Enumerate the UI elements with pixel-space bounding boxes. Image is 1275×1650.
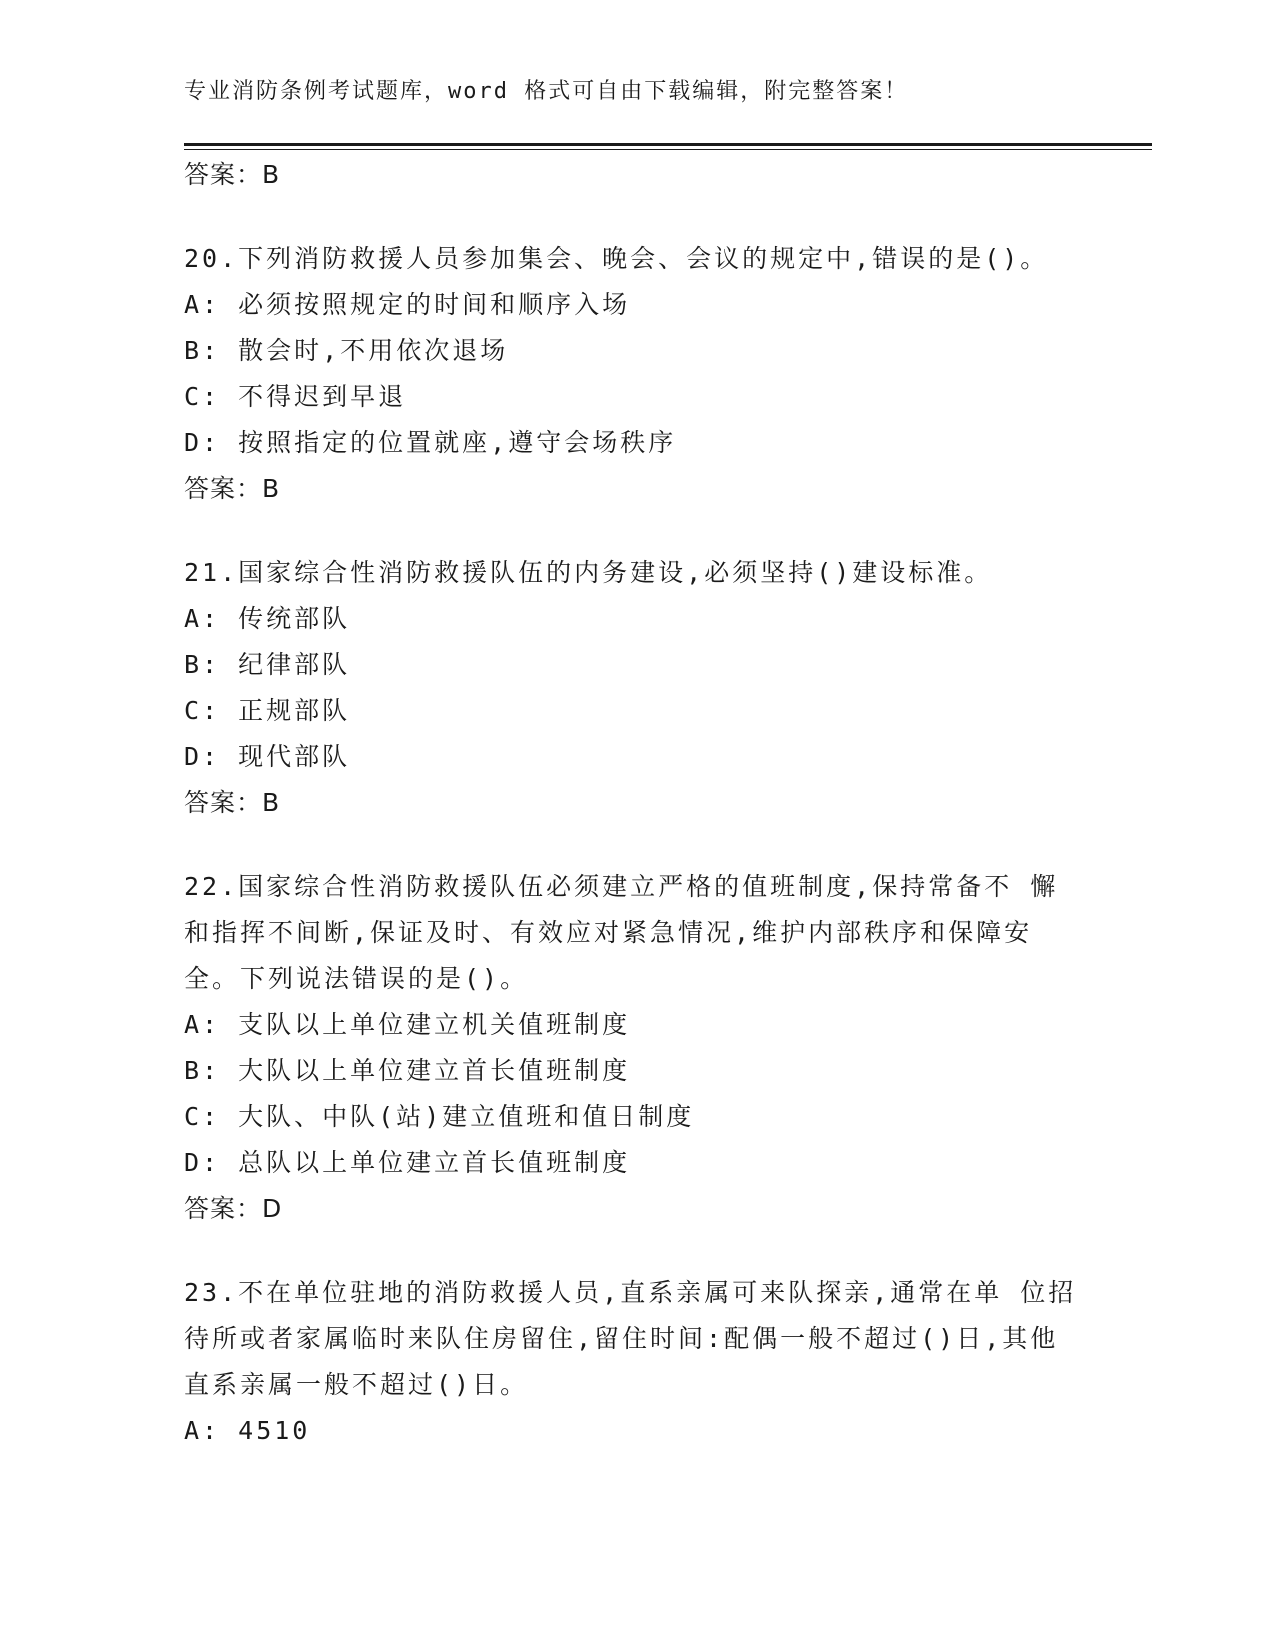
option-a: A: 支队以上单位建立机关值班制度 (184, 1010, 631, 1039)
option-a: A: 必须按照规定的时间和顺序入场 (184, 290, 631, 319)
option-c: C: 大队、中队(站)建立值班和值日制度 (184, 1102, 695, 1131)
option-b: B: 大队以上单位建立首长值班制度 (184, 1056, 631, 1085)
answer-line: 答案：B (184, 160, 281, 189)
option-d: D: 总队以上单位建立首长值班制度 (184, 1148, 631, 1177)
answer-line: 答案：B (184, 788, 281, 817)
option-b: B: 纪律部队 (184, 650, 351, 679)
question-stem: 21.国家综合性消防救援队伍的内务建设,必须坚持()建设标准。 (184, 558, 993, 587)
header-rule-thin (184, 149, 1152, 150)
question-22 (184, 864, 1084, 1232)
question-stem: 22.国家综合性消防救援队伍必须建立严格的值班制度,保持常备不 懈和指挥不间断,保证及时、有效应对紧急情况,维护内部秩序和保障安全。下列说法错误的是()。 (184, 872, 1059, 993)
question-stem: 20.下列消防救援人员参加集会、晚会、会议的规定中,错误的是()。 (184, 244, 1049, 273)
header-rule-thick (184, 143, 1152, 146)
option-c: C: 不得迟到早退 (184, 382, 407, 411)
option-d: D: 现代部队 (184, 742, 351, 771)
question-21 (184, 550, 1084, 826)
question-stem: 23.不在单位驻地的消防救援人员,直系亲属可来队探亲,通常在单 位招待所或者家属临时来队住房留住,留住时间:配偶一般不超过()日,其他直系亲属一般不超过()日。 (184, 1278, 1077, 1399)
option-a: A: 4510 (184, 1416, 311, 1445)
option-b: B: 散会时,不用依次退场 (184, 336, 509, 365)
answer-line: 答案：B (184, 474, 281, 503)
header-note: 专业消防条例考试题库，word 格式可自由下载编辑，附完整答案！ (184, 79, 909, 104)
question-23 (184, 1270, 1084, 1454)
answer-line: 答案：D (184, 1194, 283, 1223)
document-content (184, 152, 1084, 1454)
option-a: A: 传统部队 (184, 604, 351, 633)
option-c: C: 正规部队 (184, 696, 351, 725)
option-d: D: 按照指定的位置就座,遵守会场秩序 (184, 428, 677, 457)
question-20 (184, 236, 1084, 512)
